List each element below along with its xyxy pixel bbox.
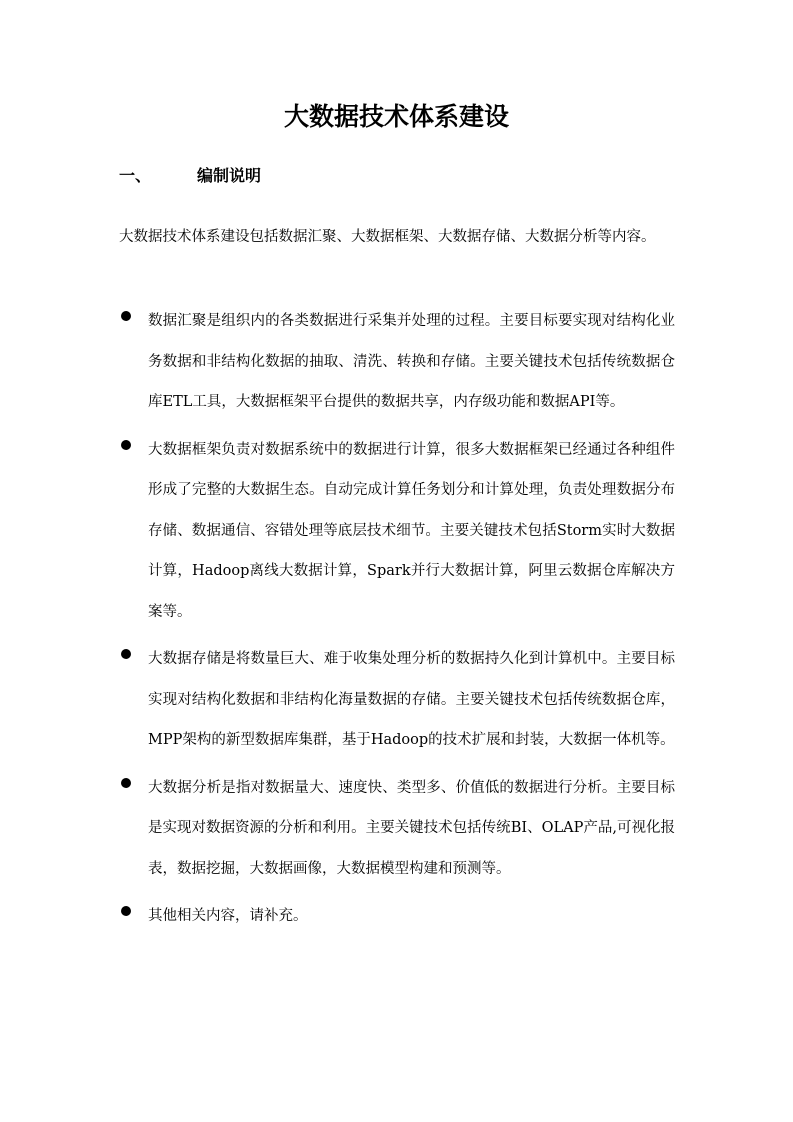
bullet-text: 数据汇聚是组织内的各类数据进行采集并处理的过程。主要目标要实现对结构化业务数据和非结构化数据的抽取、清洗、转换和存储。主要关键技术包括传统数据仓库ETL工具，大数据框架平台提供的数据共享，内存级功能和数据API等。 <box>148 313 675 410</box>
bullet-text: 其他相关内容，请补充。 <box>148 908 308 924</box>
bullet-item-analysis <box>0 768 675 890</box>
bullet-item-other <box>0 896 675 937</box>
bullet-text: 大数据框架负责对数据系统中的数据进行计算，很多大数据框架已经通过各种组件形成了完整的大数据生态。自动完成计算任务划分和计算处理，负责处理数据分布存储、数据通信、容错处理等底层技术细节。主要关键技术包括Storm实时大数据计算，Hadoop离线大数据计算，Spark并行大数据计算，阿里云数据仓库解决方案等。 <box>148 441 675 620</box>
bullet-dot-icon <box>121 649 131 659</box>
bullet-list <box>0 301 793 944</box>
bullet-item-data-aggregation <box>0 301 675 423</box>
bullet-dot-icon <box>121 778 131 788</box>
section-number: 一、 <box>119 166 152 185</box>
document-title: 大数据技术体系建设 <box>283 102 509 131</box>
bullet-text: 大数据存储是将数量巨大、难于收集处理分析的数据持久化到计算机中。主要目标实现对结构化数据和非结构化海量数据的存储。主要关键技术包括传统数据仓库，MPP架构的新型数据库集群，基于Hadoop的技术扩展和封装，大数据一体机等。 <box>148 651 675 748</box>
intro-paragraph: 大数据技术体系建设包括数据汇聚、大数据框架、大数据存储、大数据分析等内容。 <box>119 229 656 245</box>
bullet-item-storage <box>0 639 675 761</box>
bullet-dot-icon <box>121 311 131 321</box>
section-heading-text: 编制说明 <box>197 166 262 185</box>
bullet-dot-icon <box>121 440 131 450</box>
bullet-item-framework <box>0 430 675 633</box>
bullet-text: 大数据分析是指对数据量大、速度快、类型多、价值低的数据进行分析。主要目标是实现对数据资源的分析和利用。主要关键技术包括传统BI、OLAP产品,可视化报表，数据挖掘，大数据画像，大数据模型构建和预测等。 <box>148 779 675 877</box>
bullet-dot-icon <box>121 906 131 916</box>
